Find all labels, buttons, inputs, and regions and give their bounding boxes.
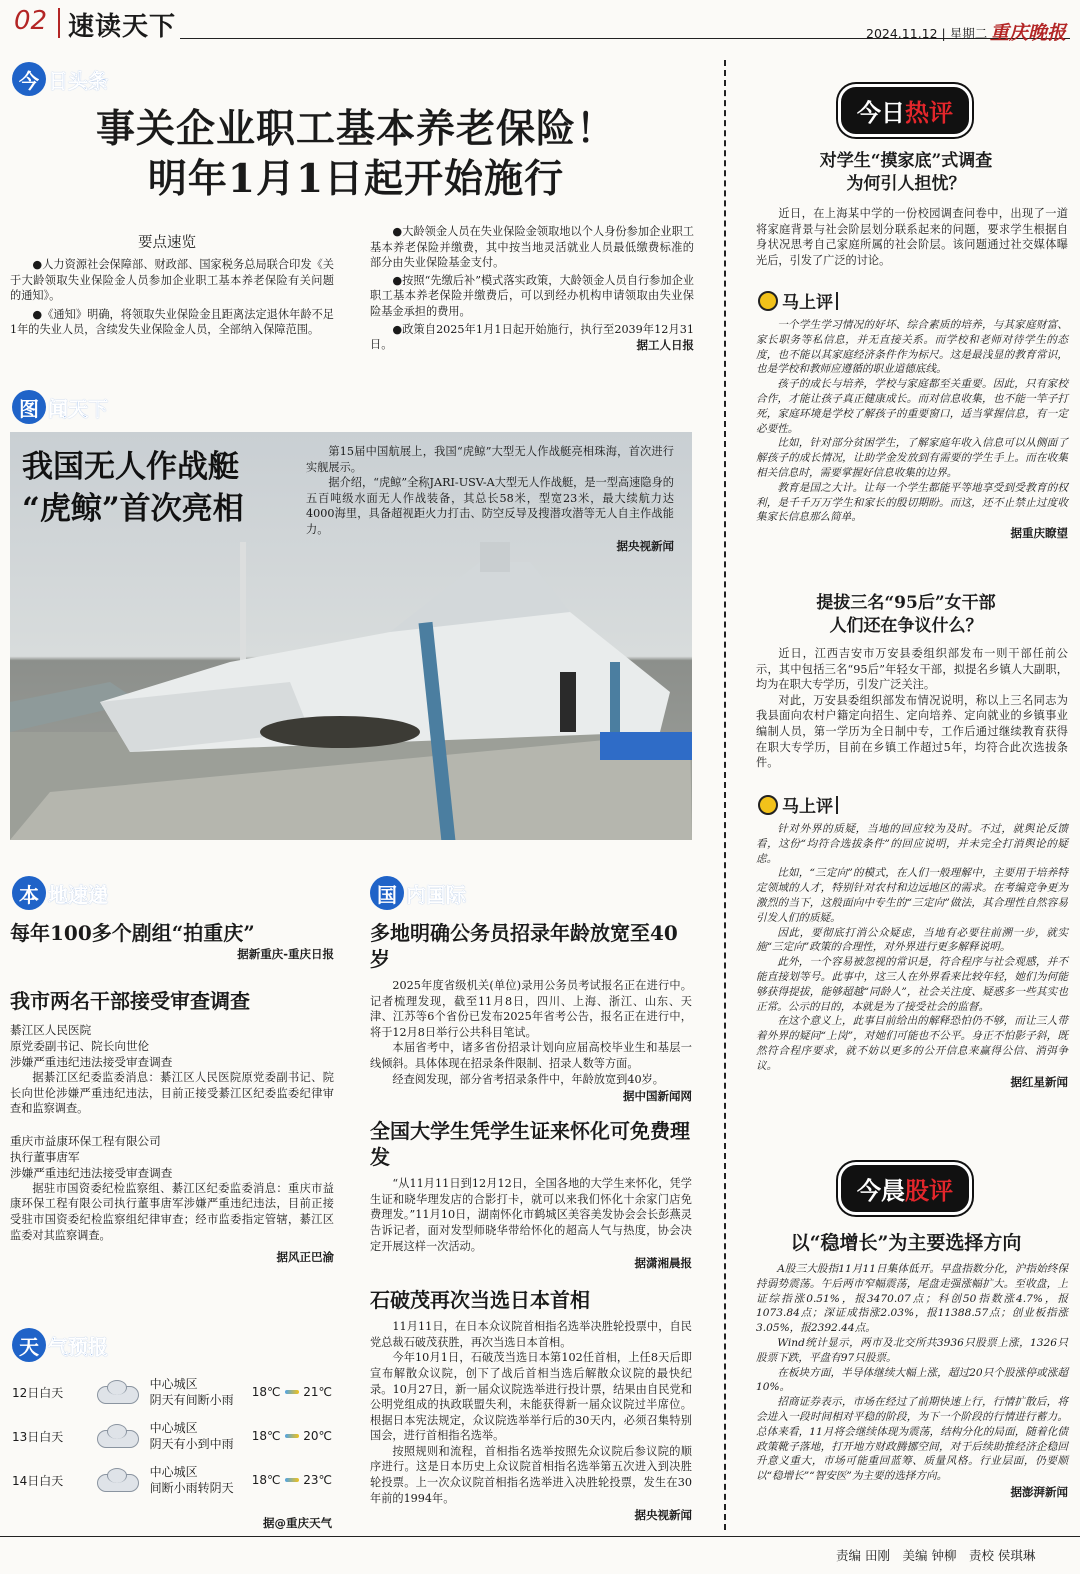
c2-para: 针对外界的质疑，当地的回应较为及时。不过，就舆论反馈看，这份“均符合选拔条件”的回应说明，并未完全打消舆论的疑虑。: [756, 823, 1068, 865]
c1-intro-text: 近日，在上海某中学的一份校园调查问卷中，出现了一道将家庭背景与社会阶层划分联系起来的问题，要求学生根据自身状况思考自己家庭所属的社会阶层。该问题通过社交媒体曝光后，引发了广泛的讨论。: [756, 207, 1068, 267]
local-block2-heading: [10, 1133, 334, 1181]
local-item2-title: 我市两名干部接受审查调查: [10, 989, 250, 1013]
footer-credits: 责编 田刚 美编 钟柳 责校 侯琪琳: [836, 1548, 1036, 1563]
c2-para: 比如，“三定向”的模式，在人们一般理解中，主要用于培养特定领域的人才，特别针对农村和边远地区的需求。在考编竞争更为激烈的当下，这般面向中专生的“三定向”做法，其合理性自然容易引发人们的质疑。: [756, 867, 1068, 924]
weather-day: 14日白天: [12, 1473, 64, 1488]
tag-label: 地速递: [48, 882, 108, 907]
stock-body: [756, 1262, 1068, 1500]
national-a3-para: 11月11日，在日本众议院首相指名选举决胜轮投票中，自民党总裁石破茂获胜，再次当选日本首相。: [370, 1320, 692, 1349]
photo-para: 据介绍，“虎鲸”全称JARI-USV-A大型无人作战艇，是一型高速隐身的五百吨级水面无人作战装备，其总长58米，型宽23米，最大续航力达4000海里，具备超视距火力打击、防空反导及搜潜攻潜等无人自主作战能力。: [306, 476, 674, 536]
headline-title-line2: 明年1月1日起开始施行: [147, 156, 565, 202]
weather-row: [12, 1460, 332, 1500]
c2-body: [756, 822, 1068, 1089]
weather-low: 18℃: [251, 1473, 281, 1487]
weather-day: 12日白天: [12, 1385, 64, 1400]
page-header: [0, 0, 1080, 52]
microphone-icon: [758, 795, 778, 815]
mashang-label: 马上评: [782, 293, 833, 313]
photo-title: [22, 446, 244, 530]
tag-circle: 国: [370, 876, 404, 910]
national-a1-para: 经查阅发现，部分省考招录条件中，年龄放宽到40岁。: [392, 1072, 664, 1086]
stock-para: Wind统计显示，两市及北交所共3936只股票上涨，1326只股票下跌，平盘有97只股票。: [756, 1336, 1068, 1364]
c2-para: 因此，要彻底打消公众疑虑，当地有必要往前溯一步，就实施“三定向”政策的合理性，对外界进行更多解释说明。: [756, 926, 1068, 954]
stock-source: 据澎湃新闻: [1010, 1484, 1068, 1499]
weather-desc: 间断小雨转阴天: [149, 1481, 234, 1495]
national-a1-para: 2025年度省级机关(单位)录用公务员考试报名正在进行中。记者梳理发现，截至11月8日，四川、上海、浙江、山东、天津、江苏等6个省份已发布2025年省考公告，报名正在进行中，将于12月8日举行公共科目笔试。: [370, 979, 692, 1039]
overview-para: ●人力资源社会保障部、财政部、国家税务总局联合印发《关于大龄领取失业保险金人员参加企业职工基本养老保险有关问题的通知》。: [10, 258, 334, 303]
overview-para: ●按照“先缴后补”模式落实政策，大龄领金人员自行参加企业职工基本养老保险并缴费后，可以到经办机构申请领取由失业保险基金承担的费用。: [370, 273, 694, 318]
local-item1-source: 据新重庆-重庆日报: [237, 947, 334, 961]
c1-para: 教育是国之大计。让每一个学生都能平等地享受到受教育的权利，是千千万万学生和家长的殷切期盼。而这，还不止禁止过度收集家长信息那么简单。: [756, 481, 1068, 524]
weather-area: 中心城区: [149, 1377, 198, 1391]
tag-label: 闻天下: [48, 396, 108, 421]
stock-para: 在板块方面，半导体继续大幅上涨，超过20只个股涨停或涨超10%。: [756, 1366, 1068, 1394]
c1-intro: [756, 206, 1068, 268]
column-divider: [724, 60, 726, 1530]
weather-area: 中心城区: [149, 1465, 198, 1479]
hot-comment-bubble: 今日热评: [838, 84, 972, 137]
weather-row: [12, 1416, 332, 1456]
page-number: 02: [14, 6, 48, 36]
national-a2-title: 全国大学生凭学生证来怀化可免费理发: [370, 1119, 690, 1170]
c1-para: 孩子的成长与培养，学校与家庭都至关重要。因此，只有家校合作，才能让孩子真正健康成长。而对信息收集，也不能一竿子打死，家庭环境是学校了解孩子的重要窗口，适当掌握信息，有一定必要性。: [756, 378, 1068, 435]
local-block1-heading: [10, 1022, 334, 1070]
hot-comment-badge: [820, 78, 990, 142]
local-block2-line: 涉嫌严重违纪违法接受审查调查: [10, 1165, 173, 1180]
national-a3-source: 据央视新闻: [634, 1508, 692, 1523]
national-a1-source: 据中国新闻网: [623, 1089, 692, 1104]
c2-para: 在这个意义上，此事目前给出的解释恐怕仍不够，而让三人带着外界的疑问“上岗”，对她们可能也不公平。身正不怕影子斜，既然符合程序要求，就不妨以更多的公开信息来赢得公信、消弭争议。: [756, 1015, 1068, 1072]
stock-para: 招商证券表示，市场在经过了前期快速上行，行情扩散后，将会进入一段时间相对平稳的阶段，为下一个阶段的行情进行蓄力。总体来看，11月将会继续体现为震荡，结构分化的局面，随着化债政策靴子落地，打开地方财政腾挪空间，对于后续助推经济企稳回升意义重大，市场可能重回蓝筹、质量风格。行业层面，仍要顺以“稳增长”“智安医”为主要的选择方向。: [756, 1396, 1068, 1483]
local-source: 据风正巴渝: [276, 1250, 334, 1265]
local-block1-line: 綦江区人民医院: [10, 1023, 92, 1037]
temp-bar: [285, 1434, 300, 1438]
c2-para: 此外，一个容易被忽视的常识是，符合程序与社会观感，并不能直接划等号。此事中，这三人在外界看来比较年轻，她们为何能够获得提拔，能够超越“同龄人”，社会关注度、疑惑多一些其实也正常。公示的目的，本就是为了接受社会的监督。: [756, 956, 1068, 1013]
stock-comment-badge: [820, 1156, 990, 1220]
section-tag-weather: [12, 1328, 108, 1362]
c1-title-line1: 对学生“摸家底”式调查: [819, 151, 993, 171]
newspaper-logo: 重庆晚报: [990, 22, 1067, 44]
tag-label: 内国际: [406, 882, 466, 907]
photo-title-line2: “虎鲸”首次亮相: [22, 491, 244, 527]
section-tag-national: [370, 876, 466, 910]
weather-source: 据@重庆天气: [263, 1516, 332, 1530]
c2-intro: [756, 646, 1068, 771]
c2-title-line2: 人们还在争议什么？: [829, 616, 983, 636]
photo-title-line1: 我国无人作战艇: [22, 449, 239, 485]
section-tag-local: [12, 876, 108, 910]
cloud-rain-icon: [93, 1424, 135, 1448]
local-block1-line: 涉嫌严重违纪违法接受审查调查: [10, 1055, 173, 1069]
tag-label: 日头条: [48, 68, 108, 93]
cloud-rain-icon: [93, 1468, 135, 1492]
national-a3-title: 石破茂再次当选日本首相: [370, 1288, 590, 1313]
national-a2-para: “从11月11日到12月12日，全国各地的大学生来怀化，凭学生证和晓华理发店的合影打卡，就可以来我们怀化十余家门店免费理发。”11月10日，湖南怀化市鹤城区美容美发协会会长彭燕灵告诉记者，面对发型师晓华带给怀化的超高人气与热度，协会决定开展这样一次活动。: [370, 1177, 692, 1253]
national-a3-para: 按照规则和流程，首相指名选举按照先众议院后参议院的顺序进行。这是日本历史上众议院首相指名选举第五次进入到决胜轮投票。上一次众议院首相指名选举进入决胜轮投票，发生在30年前的1994年。: [370, 1444, 692, 1505]
tag-circle: 本: [12, 876, 46, 910]
c2-intro-para: 近日，江西吉安市万安县委组织部发布一则干部任前公示，其中包括三名“95后”年轻女干部，拟提名乡镇人大副职，均为在职大专学历，引发广泛关注。: [756, 647, 1068, 692]
temp-bar: [285, 1390, 300, 1394]
overview-para: ●政策自2025年1月1日起开始施行，执行至2039年12月31日。: [370, 322, 694, 352]
mashang-rule: [836, 796, 838, 814]
header-divider: [58, 8, 60, 38]
weather-day: 13日白天: [12, 1429, 64, 1444]
temp-bar: [285, 1478, 300, 1482]
local-column: [10, 920, 334, 1265]
stock-title: 以“稳增长”为主要选择方向: [790, 1232, 1022, 1254]
national-a1-title: 多地明确公务员招录年龄放宽至40岁: [370, 921, 678, 971]
c1-title-line2: 为何引人担忧？: [846, 174, 966, 194]
mashang-rule: [836, 292, 838, 310]
section-tag-headline: [12, 62, 108, 96]
national-a2-source: 据潇湘晨报: [634, 1256, 692, 1271]
mashang-badge: [758, 792, 838, 817]
photo-caption: [306, 444, 674, 554]
national-a1-para: 本届省考中，诸多省份招录计划向应届高校毕业生和基层一线倾斜。具体体现在招录条件限制、招录人数等方面。: [370, 1041, 692, 1070]
local-block1-line: 原党委副书记、院长向世伦: [10, 1039, 150, 1053]
tag-label: 气预报: [48, 1334, 108, 1359]
microphone-icon: [758, 291, 778, 311]
overview-para: ●《通知》明确，将领取失业保险金且距离法定退休年龄不足1年的失业人员，含续发失业保险金人员，全部纳入保障范围。: [10, 307, 334, 337]
cloud-rain-icon: [93, 1380, 135, 1404]
section-tag-photo: [12, 390, 108, 424]
footer-rule: [0, 1536, 1080, 1537]
c2-intro-para: 对此，万安县委组织部发布情况说明，称以上三名同志为我县面向农村户籍定向招生、定向培养、定向就业的乡镇事业编制人员，第一学历为全日制中专，工作后通过继续教育获得在职大专学历，目前在乡镇工作超过5年，均符合此次选拔条件。: [756, 693, 1068, 770]
weather-row: [12, 1372, 332, 1412]
headline-title: [0, 104, 712, 204]
stock-para: A股三大股指11月11日集体低开。早盘指数分化，沪指始终保持弱势震荡。午后两市窄幅震荡，尾盘走强涨幅扩大。至收盘，上证综指涨0.51%，报3470.07点；科创50指数涨4.7%，报1073.84点；深证成指涨2.03%，报11388.57点；创业板指涨3.05%，报2392.44点。: [756, 1263, 1068, 1335]
mashang-badge: [758, 288, 838, 313]
national-column: [370, 920, 692, 1523]
headline-source: 据工人日报: [636, 337, 694, 352]
photo-warship: [10, 432, 692, 840]
tag-circle: 天: [12, 1328, 46, 1362]
tag-circle: 今: [12, 62, 46, 96]
c1-body: [756, 318, 1068, 541]
national-a3-para: 今年10月1日，石破茂当选日本第102任首相，上任8天后即宣布解散众议院，创下了战后首相当选后解散众议院的最快纪录。10月27日，新一届众议院选举进行投计票，结果由自民党和公明党组成的执政联盟失利，未能获得新一届众议院过半席位。根据日本宪法规定，众议院选举举行后的30天内，必须召集特别国会，进行首相指名选举。: [370, 1351, 692, 1443]
stock-comment-bubble: 今晨股评: [838, 1162, 972, 1215]
overview-right: [370, 224, 694, 353]
weather-low: 18℃: [251, 1385, 281, 1399]
overview-title: 要点速览: [138, 235, 196, 251]
section-title: 速读天下: [68, 12, 177, 42]
tag-circle: 图: [12, 390, 46, 424]
c2-title-line1: 提拔三名“95后”女干部: [816, 593, 996, 613]
local-block1-body: 据綦江区纪委监委消息：綦江区人民医院原党委副书记、院长向世伦涉嫌严重违纪违法，目前正接受綦江区纪委监委纪律审查和监察调查。: [10, 1071, 334, 1116]
overview-para: ●大龄领金人员在失业保险金领取地以个人身份参加企业职工基本养老保险并缴费，其中按当地灵活就业人员最低缴费标准的部分由失业保险基金支付。: [370, 225, 694, 270]
c1-para: 比如，针对部分贫困学生，了解家庭年收入信息可以从侧面了解孩子的成长情况，让助学金发放到有需要的学生手上。而在收集相关信息时，需要掌握好信息收集的边界。: [756, 437, 1068, 479]
local-item1-title: 每年100多个剧组“拍重庆”: [10, 921, 255, 945]
weather-desc: 阴天有间断小雨: [149, 1393, 234, 1407]
weather-high: 21℃: [303, 1385, 332, 1399]
headline-title-line1: 事关企业职工基本养老保险！: [95, 106, 616, 152]
header-date: 2024.11.12 | 星期二: [866, 26, 988, 41]
local-block2-line: 执行董事唐军: [10, 1149, 80, 1164]
c2-title: [744, 592, 1068, 638]
weather-high: 20℃: [303, 1429, 332, 1443]
weather-desc: 阴天有小到中雨: [149, 1437, 234, 1451]
c1-title: [744, 150, 1068, 196]
photo-para: 第15届中国航展上，我国“虎鲸”大型无人作战艇亮相珠海，首次进行实舰展示。: [306, 445, 674, 474]
c1-para: 一个学生学习情况的好坏、综合素质的培养，与其家庭财富、家长职务等私信息，并无直接关系。而学校和老师对待学生的态度，也不能以其家庭经济条件作为标尺。这是最浅显的教育常识，也是学校和教师应遵循的职业道德底线。: [756, 319, 1068, 376]
photo-source: 据央视新闻: [616, 538, 674, 553]
overview-left: [10, 257, 334, 338]
c1-source: 据重庆瞭望: [1010, 526, 1068, 541]
weather-area: 中心城区: [149, 1421, 198, 1435]
local-block2-body: 据驻市国资委纪检监察组、綦江区纪委监委消息：重庆市益康环保工程有限公司执行董事唐军涉嫌严重违纪违法，目前正接受驻市国资委纪检监察组纪律审查；经市监委指定管辖，綦江区监委对其监察调查。: [10, 1181, 334, 1242]
local-block2-line: 重庆市益康环保工程有限公司: [10, 1133, 161, 1148]
weather-high: 23℃: [303, 1473, 332, 1487]
weather-low: 18℃: [251, 1429, 281, 1443]
mashang-label: 马上评: [782, 797, 833, 817]
c2-source: 据红星新闻: [1010, 1074, 1068, 1089]
